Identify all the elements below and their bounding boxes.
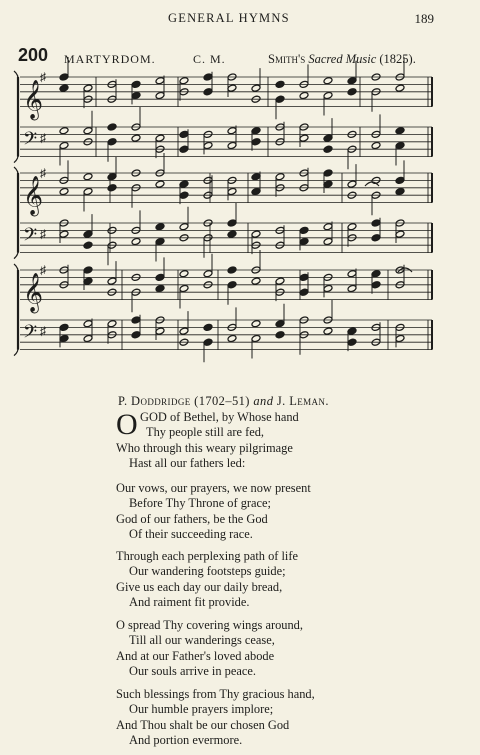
- notehead: [227, 127, 237, 135]
- notehead: [251, 127, 261, 135]
- notehead: [59, 127, 69, 135]
- running-title: GENERAL HYMNS: [168, 11, 290, 25]
- bass-clef-icon: 𝄢: [23, 321, 38, 347]
- stanza-line: And at our Father's loved abode: [116, 648, 275, 663]
- notehead: [395, 84, 405, 92]
- notehead: [83, 334, 93, 342]
- stanza-line: Till all our wanderings cease,: [129, 633, 275, 648]
- notehead: [395, 141, 405, 149]
- tune-name: MARTYRDOM.: [64, 52, 156, 66]
- notehead: [323, 237, 333, 245]
- stanza-4: [116, 618, 303, 680]
- drop-cap: O: [116, 408, 138, 441]
- notehead: [179, 284, 189, 292]
- notehead: [323, 145, 333, 153]
- notehead: [155, 237, 165, 245]
- bass-clef-icon: 𝄢: [23, 128, 38, 154]
- stanza-line: Such blessings from Thy gracious hand,: [116, 687, 315, 701]
- stanza-line: Our humble prayers implore;: [129, 702, 274, 717]
- stanza-line: Who through this weary pilgrimage: [116, 440, 293, 455]
- notehead: [251, 84, 261, 92]
- notehead: [203, 323, 213, 331]
- notehead: [155, 77, 165, 85]
- notehead: [227, 219, 237, 227]
- notehead: [251, 173, 261, 181]
- notehead: [275, 173, 285, 181]
- notehead: [227, 281, 237, 289]
- notehead: [59, 230, 69, 238]
- notehead: [299, 273, 309, 281]
- notehead: [347, 338, 357, 346]
- hymn-number: 200: [18, 45, 49, 65]
- notehead: [131, 316, 141, 324]
- notehead: [107, 320, 117, 328]
- stanza-3: [116, 549, 298, 611]
- notehead: [299, 134, 309, 142]
- stanza-line: And raiment fit provide.: [129, 595, 250, 610]
- notehead: [83, 84, 93, 92]
- notehead: [179, 130, 189, 138]
- stanza-line: Hast all our fathers led:: [129, 456, 246, 471]
- page-number: 189: [414, 11, 434, 26]
- stanza-line: Before Thy Throne of grace;: [129, 496, 271, 511]
- notehead: [203, 73, 213, 81]
- stanza-line: GOD of Bethel, by Whose hand: [140, 410, 299, 424]
- notehead: [131, 91, 141, 99]
- notehead: [227, 266, 237, 274]
- notehead: [155, 327, 165, 335]
- notehead: [155, 134, 165, 142]
- notehead: [227, 84, 237, 92]
- notehead: [395, 230, 405, 238]
- notehead: [155, 180, 165, 188]
- notehead: [59, 334, 69, 342]
- sharp-icon: ♯: [40, 227, 46, 242]
- notehead: [275, 95, 285, 103]
- notehead: [131, 80, 141, 88]
- notehead: [179, 145, 189, 153]
- treble-clef-icon: 𝄞: [23, 79, 44, 120]
- notehead: [107, 184, 117, 192]
- notehead: [107, 173, 117, 181]
- notehead: [299, 91, 309, 99]
- notehead: [179, 180, 189, 188]
- notehead: [275, 331, 285, 339]
- notehead: [179, 77, 189, 85]
- stanza-line: Our wandering footsteps guide;: [129, 564, 286, 579]
- notehead: [203, 338, 213, 346]
- hymn-authors: [118, 394, 329, 409]
- author-first-dates: (1702–51): [194, 394, 250, 408]
- notehead: [227, 187, 237, 195]
- meter: C. M.: [193, 52, 226, 66]
- notehead: [83, 277, 93, 285]
- notehead: [59, 187, 69, 195]
- notehead: [107, 123, 117, 131]
- notehead: [323, 327, 333, 335]
- notehead: [323, 169, 333, 177]
- stanza-line: O spread Thy covering wings around,: [116, 618, 303, 632]
- notehead: [323, 180, 333, 188]
- stanza-line: Our vows, our prayers, we now present: [116, 481, 311, 495]
- notehead: [59, 141, 69, 149]
- notehead: [371, 234, 381, 242]
- stanza-line: Of their succeeding race.: [129, 527, 253, 542]
- notehead: [371, 219, 381, 227]
- notehead: [227, 230, 237, 238]
- stanza-1: [116, 410, 299, 472]
- notehead: [203, 141, 213, 149]
- notehead: [347, 270, 357, 278]
- notehead: [323, 91, 333, 99]
- notehead: [179, 191, 189, 199]
- notehead: [59, 84, 69, 92]
- notehead: [347, 284, 357, 292]
- author-first: P. Doddridge: [118, 394, 191, 408]
- notehead: [323, 223, 333, 231]
- author-joiner: and: [253, 394, 274, 408]
- notehead: [251, 334, 261, 342]
- notehead: [83, 173, 93, 181]
- source-book: Sacred Music: [308, 52, 377, 66]
- notehead: [83, 266, 93, 274]
- notehead: [371, 141, 381, 149]
- notehead: [371, 270, 381, 278]
- sharp-icon: ♯: [40, 324, 46, 339]
- sharp-icon: ♯: [40, 166, 46, 180]
- notehead: [299, 226, 309, 234]
- notehead: [251, 187, 261, 195]
- notehead: [323, 284, 333, 292]
- source-name: Smith's: [268, 52, 306, 66]
- source-year: (1825).: [379, 52, 416, 66]
- stanza-2: [116, 481, 311, 543]
- notehead: [83, 127, 93, 135]
- notehead: [395, 176, 405, 184]
- notehead: [155, 223, 165, 231]
- stanza-line: Through each perplexing path of life: [116, 549, 299, 563]
- notehead: [251, 277, 261, 285]
- notehead: [179, 223, 189, 231]
- notehead: [323, 134, 333, 142]
- notehead: [179, 270, 189, 278]
- notehead: [131, 134, 141, 142]
- notehead: [83, 187, 93, 195]
- notehead: [347, 327, 357, 335]
- notehead: [347, 77, 357, 85]
- notehead: [155, 273, 165, 281]
- notehead: [275, 277, 285, 285]
- notehead: [347, 223, 357, 231]
- treble-clef-icon: 𝄞: [23, 272, 44, 313]
- notehead: [131, 331, 141, 339]
- notehead: [299, 288, 309, 296]
- notehead: [203, 270, 213, 278]
- notehead: [251, 138, 261, 146]
- notehead: [275, 80, 285, 88]
- notehead: [395, 334, 405, 342]
- sharp-icon: ♯: [40, 70, 46, 84]
- stanza-line: And Thou shalt be our chosen God: [116, 717, 290, 732]
- notehead: [59, 73, 69, 81]
- notehead: [131, 237, 141, 245]
- stanza-line: Give us each day our daily bread,: [116, 579, 283, 594]
- notehead: [395, 187, 405, 195]
- author-second: J. Leman.: [276, 394, 329, 408]
- bass-clef-icon: 𝄢: [23, 224, 38, 250]
- notehead: [347, 180, 357, 188]
- notehead: [251, 320, 261, 328]
- treble-clef-icon: 𝄞: [23, 175, 44, 216]
- notehead: [227, 141, 237, 149]
- notehead: [83, 230, 93, 238]
- stanza-5: [116, 687, 315, 749]
- stanza-line: Our souls arrive in peace.: [129, 664, 256, 679]
- sharp-icon: ♯: [40, 263, 46, 277]
- notehead: [347, 88, 357, 96]
- notehead: [155, 284, 165, 292]
- sharp-icon: ♯: [40, 131, 46, 146]
- stanza-line: And portion evermore.: [129, 733, 243, 748]
- notehead: [155, 91, 165, 99]
- stanza-line: Thy people still are fed,: [146, 425, 265, 440]
- notehead: [179, 327, 189, 335]
- notehead: [299, 237, 309, 245]
- notehead: [251, 230, 261, 238]
- notehead: [203, 88, 213, 96]
- notehead: [83, 320, 93, 328]
- notehead: [323, 77, 333, 85]
- notehead: [107, 138, 117, 146]
- notehead: [275, 320, 285, 328]
- notehead: [395, 127, 405, 135]
- notehead: [83, 241, 93, 249]
- stanza-line: God of our fathers, be the God: [116, 511, 268, 526]
- notehead: [107, 277, 117, 285]
- notehead: [371, 281, 381, 289]
- notehead: [59, 323, 69, 331]
- notehead: [227, 334, 237, 342]
